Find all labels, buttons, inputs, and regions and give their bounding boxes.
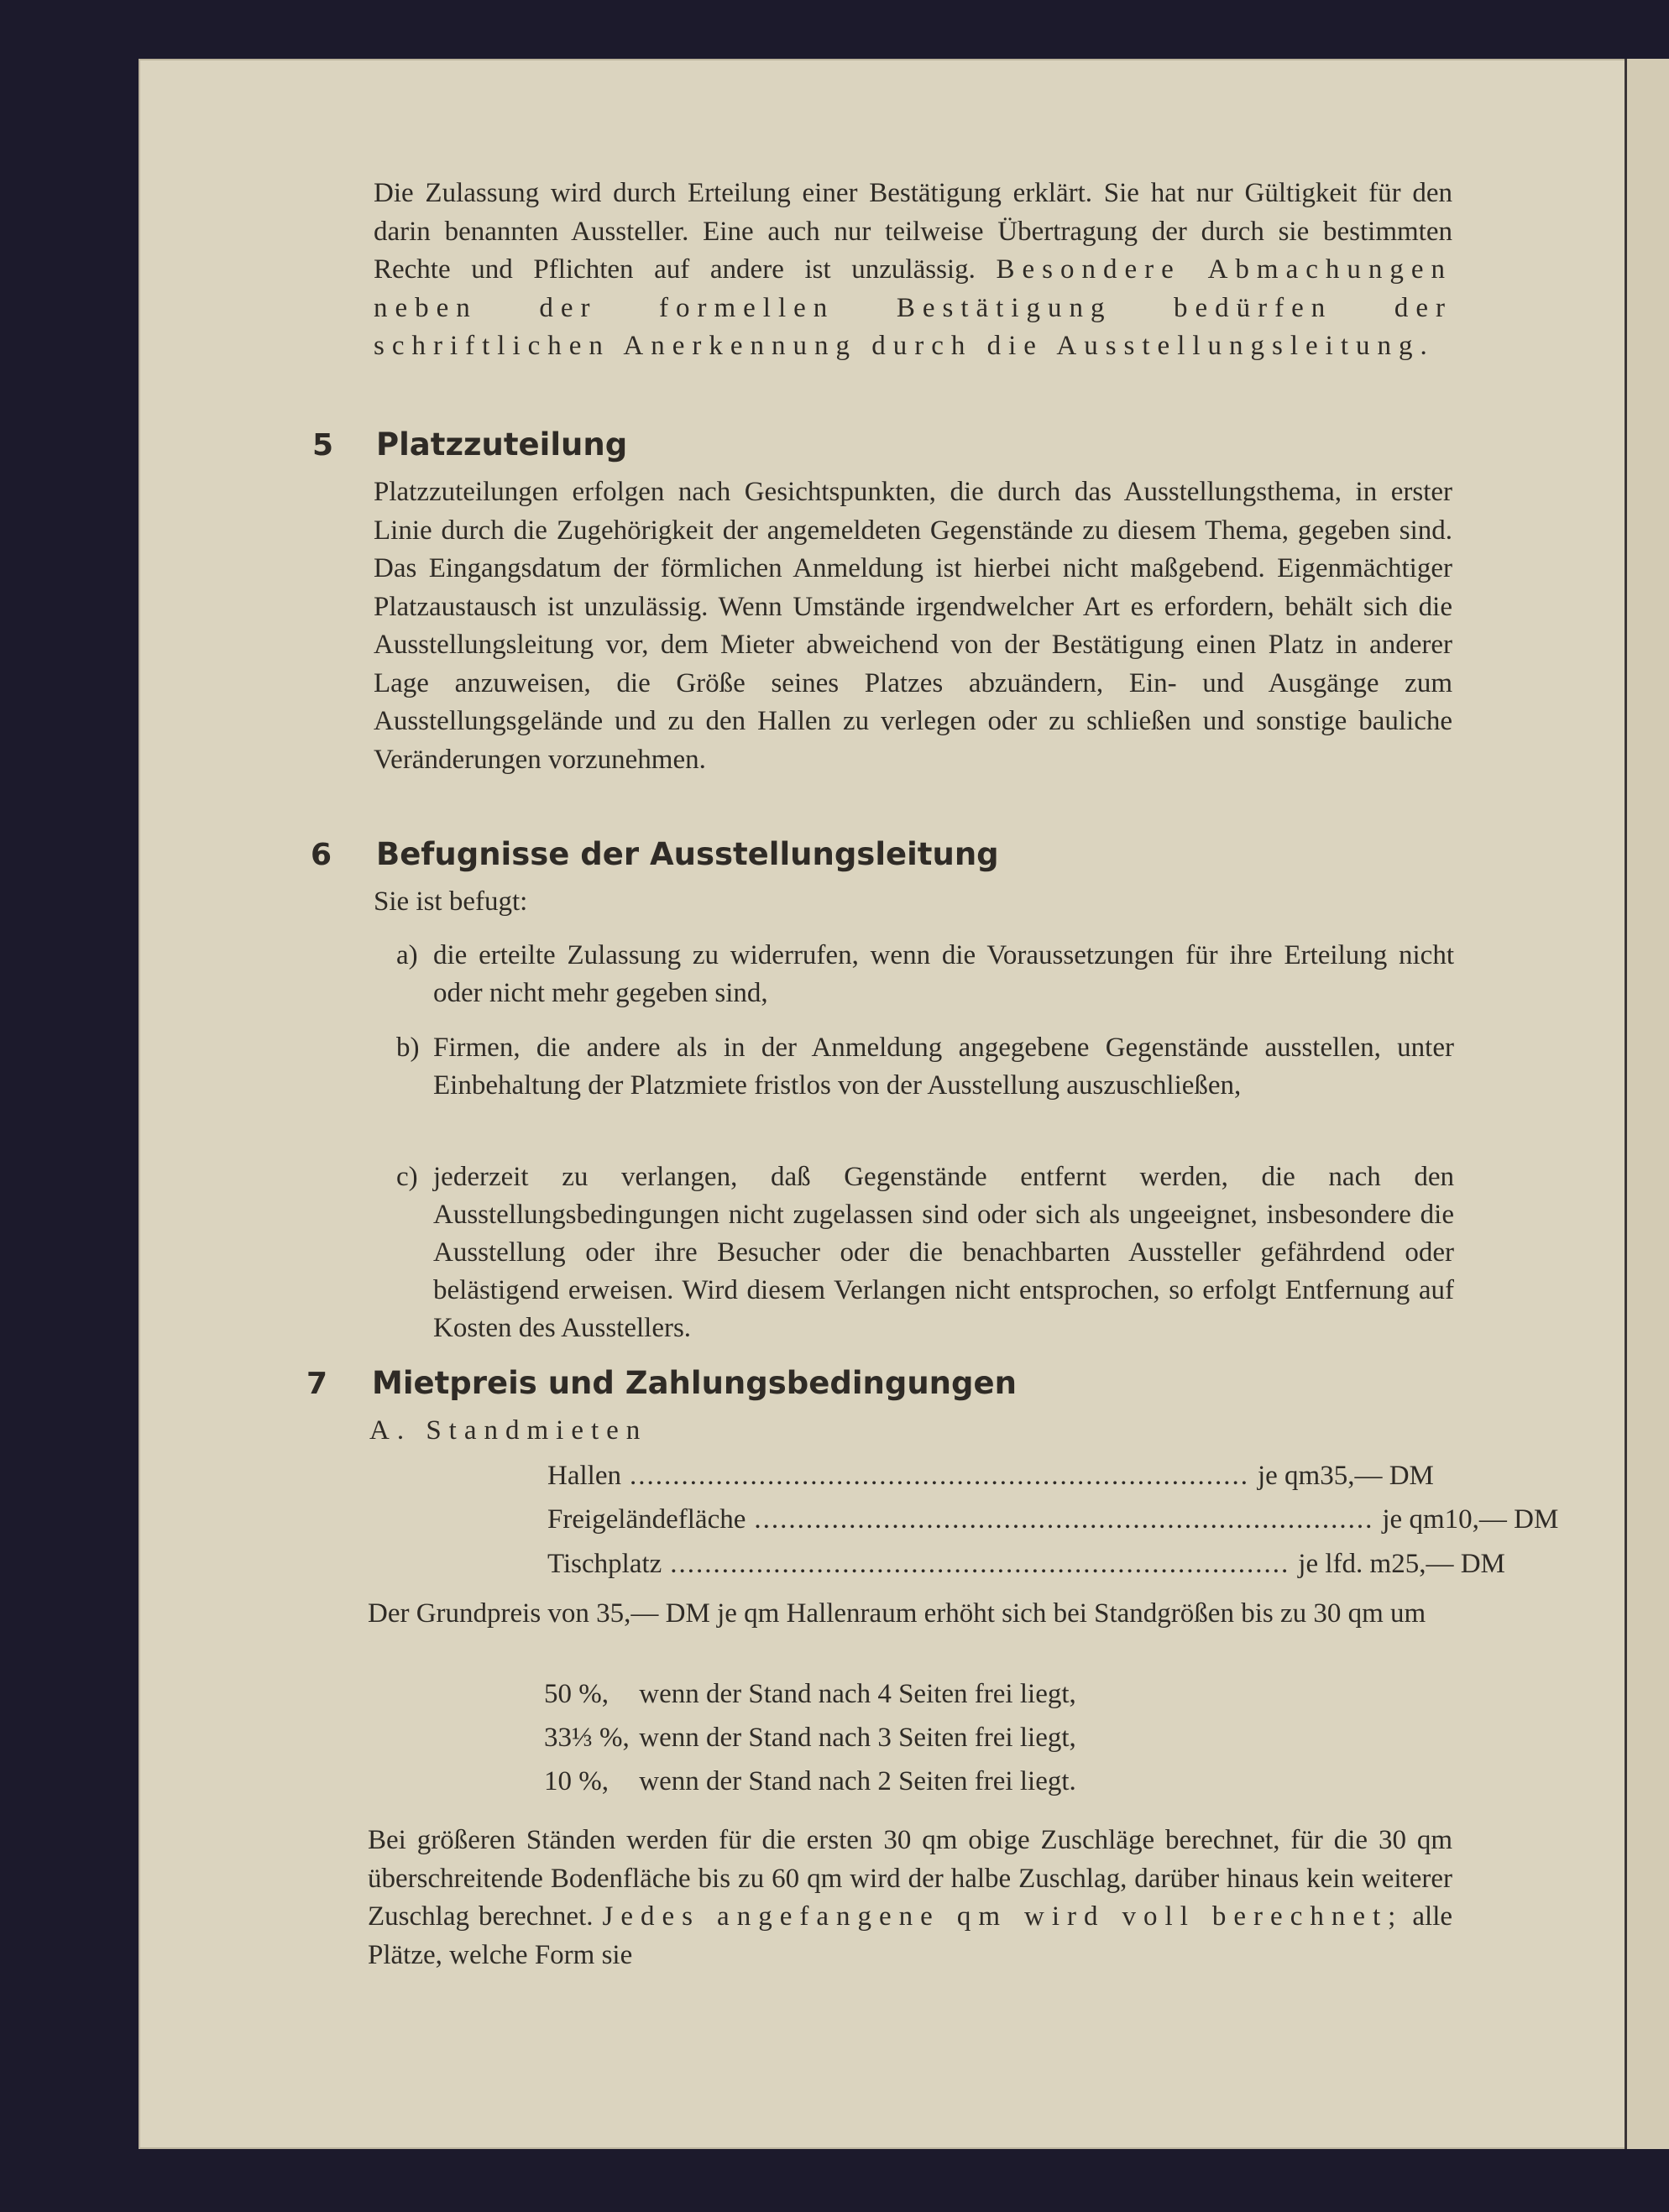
fee-unit: je qm <box>1382 1504 1445 1535</box>
section-5-number: 5 <box>312 428 334 463</box>
surcharge-percent: 50 %, <box>544 1679 609 1709</box>
surcharge-text: wenn der Stand nach 4 Seiten frei liegt, <box>639 1679 1076 1709</box>
fee-row <box>547 1461 1434 1492</box>
intro-paragraph <box>374 175 1452 366</box>
section-7-subheading: A. Standmieten <box>369 1415 648 1446</box>
fee-price: 10,— DM <box>1444 1504 1559 1535</box>
surcharge-row <box>544 1679 1076 1710</box>
section-7-title: Mietpreis und Zahlungsbedingungen <box>372 1365 1017 1401</box>
list-item <box>396 1029 1454 1105</box>
section-5-text: Platzzuteilungen erfolgen nach Gesichtspunkten, die durch das Ausstellungsthema, in erster Linie durch die Zugehörigkeit der angemeldeten Gegenstände zu diesem Thema, gegeben sind. Das Eingangsdatum der förmlichen Anmeldung ist hierbei nicht maßgebend. Eigenmächtiger Platzaustausch ist unzulässig. Wenn Umstände irgendwelcher Art es erfordern, behält sich die Ausstellungsleitung vor, dem Mieter abweichend von der Bestätigung einen Platz in anderer Lage anzuweisen, die Größe seines Platzes abzuändern, Ein- und Ausgänge zum Ausstellungsgelände und zu den Hallen zu verlegen oder zu schließen und sonstige bauliche Veränderungen vorzunehmen. <box>374 477 1452 775</box>
section-6-intro: Sie ist befugt: <box>374 886 528 917</box>
list-item <box>396 937 1454 1012</box>
leader-dots: ........................................................................ <box>629 1461 1249 1491</box>
surcharge-percent: 33⅓ %, <box>544 1723 630 1753</box>
fee-name: Tischplatz <box>547 1549 662 1579</box>
fee-row <box>547 1504 1559 1535</box>
list-item-label: c) <box>396 1162 418 1192</box>
section-5-title: Platzzuteilung <box>376 426 628 463</box>
list-item <box>396 1158 1454 1347</box>
base-price-text: Der Grundpreis von 35,— DM je qm Hallenraum erhöht sich bei Standgrößen bis zu 30 qm um <box>368 1598 1426 1629</box>
section-6-title: Befugnisse der Ausstellungsleitung <box>376 836 999 872</box>
fee-name: Hallen <box>547 1461 621 1491</box>
closing-paragraph <box>368 1822 1452 1974</box>
closing-text: Bei größeren Ständen werden für die ersten 30 qm obige Zuschläge berechnet, für die 30 qm überschreitende Bodenfläche bis zu 60 qm wird der halbe Zuschlag, darüber hinaus kein weiterer Zuschlag berechnet. <box>368 1825 1452 1932</box>
intro-text: Die Zulassung wird durch Erteilung einer Bestätigung erklärt. Sie hat nur Gültigkeit für den darin benannten Aussteller. Eine auch nur teilweise Übertragung der durch sie bestimmten Rechte und Pflichten auf andere ist unzulässig. <box>374 178 1452 285</box>
surcharge-text: wenn der Stand nach 3 Seiten frei liegt, <box>639 1723 1076 1753</box>
fee-name: Freigeländefläche <box>547 1504 746 1535</box>
section-6-number: 6 <box>311 838 332 872</box>
fee-unit: je qm <box>1257 1461 1321 1491</box>
fee-row <box>547 1549 1505 1580</box>
list-item-label: a) <box>396 940 418 970</box>
fee-price: 25,— DM <box>1391 1549 1505 1579</box>
closing-spaced-text: Jedes angefangene qm wird voll berechnet; <box>602 1901 1404 1932</box>
intro-spaced-text: Besondere Abmachungen neben der formellen Bestätigung bedürfen der schriftlichen Anerkennung durch die Ausstellungsleitung. <box>374 254 1453 361</box>
list-item-text: jederzeit zu verlangen, daß Gegenstände entfernt werden, die nach den Ausstellungsbedingungen nicht zugelassen sind oder sich als ungeeignet, insbesondere die Ausstellung oder ihre Besucher oder die benachbarten Aussteller gefährdend oder belästigend erweisen. Wird diesem Verlangen nicht entsprochen, so erfolgt Entfernung auf Kosten des Ausstellers. <box>433 1162 1454 1343</box>
fee-unit: je lfd. m <box>1298 1549 1392 1579</box>
leader-dots: ........................................................................ <box>754 1504 1374 1535</box>
surcharge-percent: 10 %, <box>544 1766 609 1796</box>
fee-price: 35,— DM <box>1320 1461 1434 1491</box>
list-item-text: die erteilte Zulassung zu widerrufen, wenn die Voraussetzungen für ihre Erteilung nicht oder nicht mehr gegeben sind, <box>433 940 1454 1008</box>
surcharge-row <box>544 1766 1076 1797</box>
facing-page-edge <box>1625 59 1669 2149</box>
list-item-label: b) <box>396 1033 420 1063</box>
list-item-text: Firmen, die andere als in der Anmeldung angegebene Gegenstände ausstellen, unter Einbehaltung der Platzmiete fristlos von der Ausstellung auszuschließen, <box>433 1033 1454 1101</box>
surcharge-text: wenn der Stand nach 2 Seiten frei liegt. <box>639 1766 1076 1796</box>
surcharge-row <box>544 1723 1076 1754</box>
section-7-number: 7 <box>306 1367 328 1401</box>
leader-dots: ........................................................................ <box>670 1549 1290 1579</box>
closing-tail-text: alle Plätze, welche Form sie <box>368 1901 1453 1970</box>
